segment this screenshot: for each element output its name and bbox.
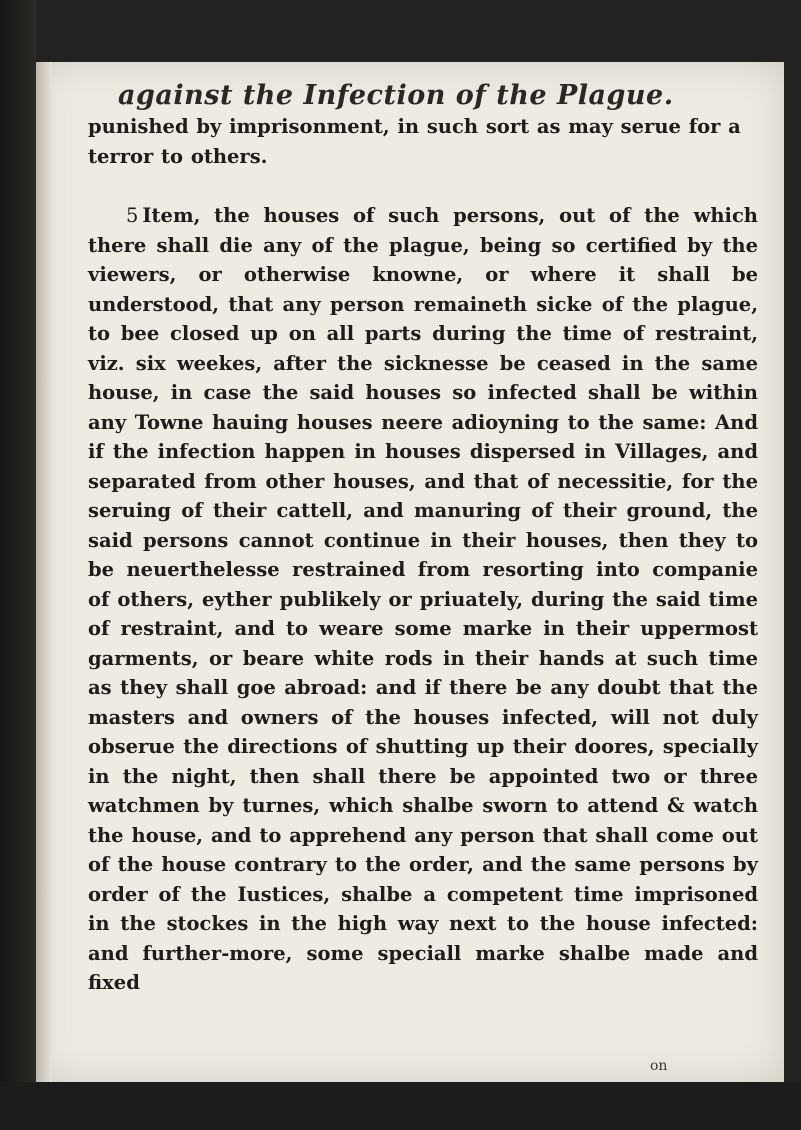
body-text <box>88 112 758 998</box>
page-edge <box>36 62 52 1082</box>
scan-background <box>0 1082 801 1130</box>
item-number: 5 <box>126 204 139 227</box>
item-text: Item, the houses of such persons, out of the which there shall die any of the plague, being so certified by the viewers, or otherwise knowne, or where it shall be understood, that any person remaineth sicke of the plague, to bee closed up on all parts during the time of restraint, viz. six weekes, after the sicknesse be ceased in the same house, in case the said houses so infected shall be within any Towne hauing houses neere adioyning to the same: And if the infection happen in houses dispersed in Villages, and separated from other houses, and that of necessitie, for the seruing of their cattell, and manuring of their ground, the said persons cannot continue in their houses, then they to be neuerthelesse restrained from resorting into companie of others, eyther publikely or priuately, during the said time of restraint, and to weare some marke in their uppermost garments, or beare white rods in their hands at such time as they shall goe abroad: and if there be any doubt that the masters and owners of the houses infected, will not duly obserue the directions of shutting up their doores, specially in the night, then shall there be appointed two or three watchmen by turnes, which shalbe sworn to attend & watch the house, and to apprehend any person that shall come out of the house contrary to the order, and the same persons by order of the Iustices, shalbe a competent time imprisoned in the stockes in the high way next to the house infected: and further-more, some speciall marke shalbe made and fixed <box>88 204 758 994</box>
paragraph-continuation: punished by imprisonment, in such sort as may serue for a terror to others. <box>88 115 741 168</box>
catchword: on <box>650 1058 668 1074</box>
paragraph-item <box>88 201 758 998</box>
running-header: against the Infection of the Plague. <box>118 80 674 111</box>
book-binding <box>0 0 36 1130</box>
